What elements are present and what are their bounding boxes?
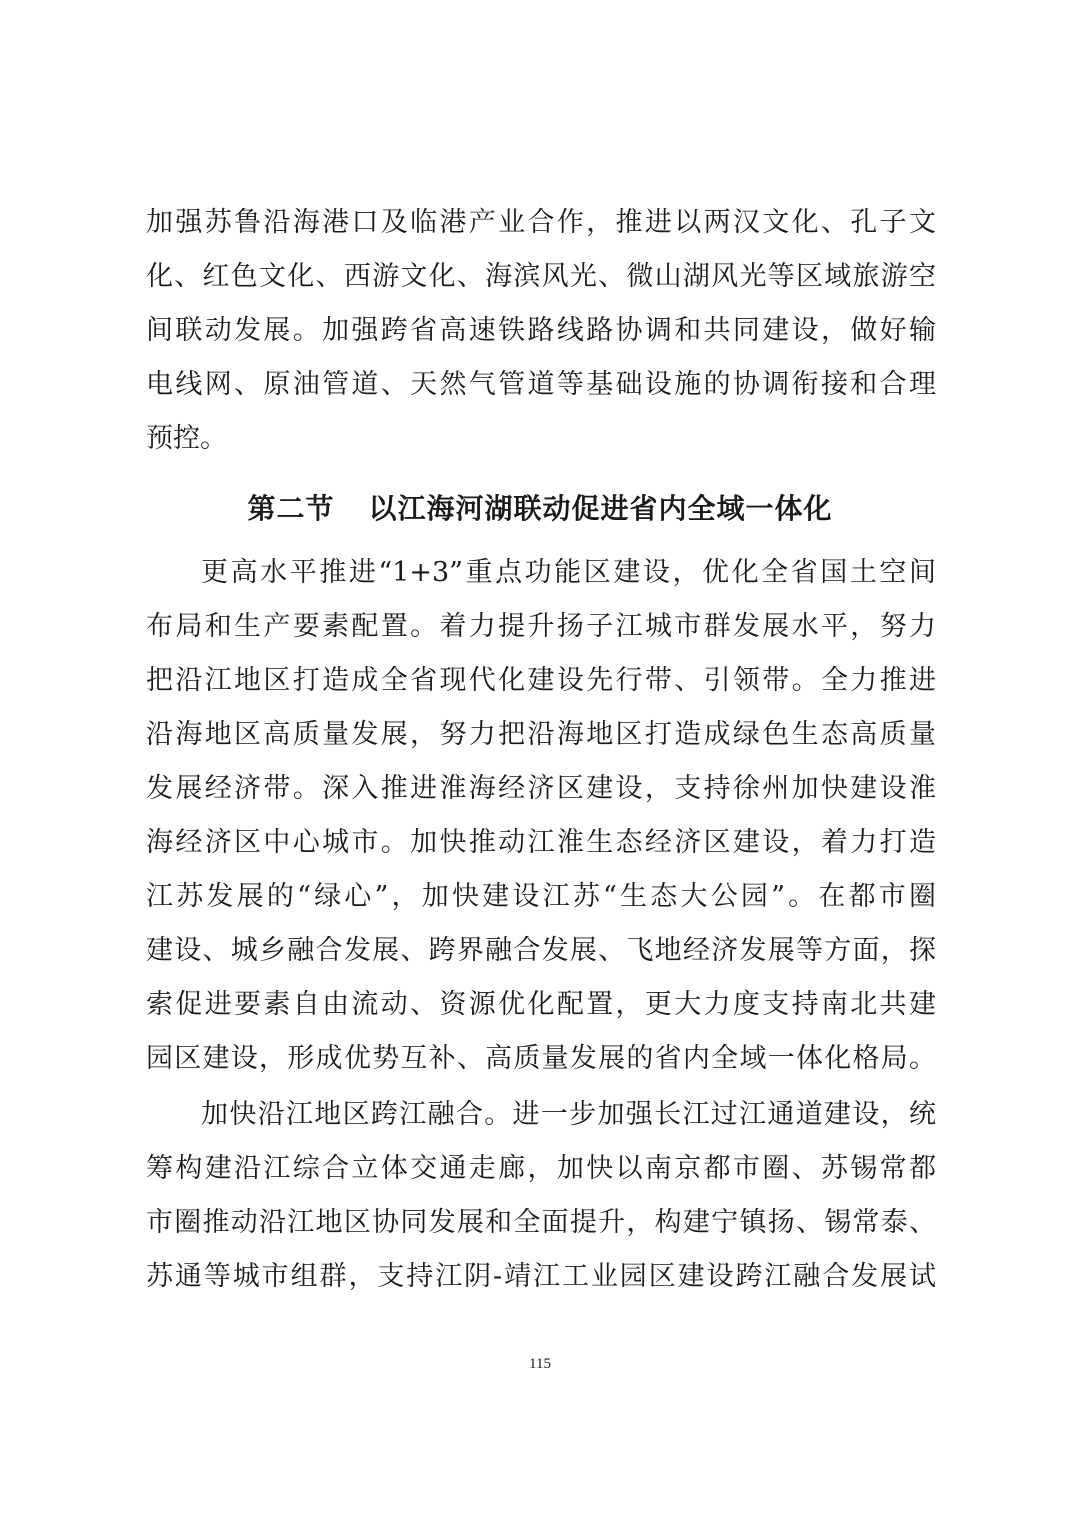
section-heading [0,482,1080,536]
section-number: 第二节 [247,492,335,525]
paragraph-line: 筹构建沿江综合立体交通走廊，加快以南京都市圈、苏锡常都 [146,1153,936,1184]
paragraph-line: 园区建设，形成优势互补、高质量发展的省内全域一体化格局。 [146,1043,936,1074]
paragraph-line: 间联动发展。加强跨省高速铁路线路协调和共同建设，做好输 [146,315,936,346]
paragraph-line: 布局和生产要素配置。着力提升扬子江城市群发展水平，努力 [146,611,936,642]
paragraph-line: 预控。 [146,423,227,454]
paragraph-line: 海经济区中心城市。加快推动江淮生态经济区建设，着力打造 [146,827,936,858]
paragraph-line: 加强苏鲁沿海港口及临港产业合作，推进以两汉文化、孔子文 [146,207,936,238]
paragraph-line: 电线网、原油管道、天然气管道等基础设施的协调衔接和合理 [146,369,936,400]
paragraph-line: 把沿江地区打造成全省现代化建设先行带、引领带。全力推进 [146,665,936,696]
page-number: 115 [529,1356,551,1372]
paragraph-line: 江苏发展的“绿心”，加快建设江苏“生态大公园”。在都市圈 [146,881,936,912]
paragraph-line: 苏通等城市组群，支持江阴-靖江工业园区建设跨江融合发展试 [146,1261,936,1292]
paragraph-line: 化、红色文化、西游文化、海滨风光、微山湖风光等区域旅游空 [146,261,936,292]
paragraph-line: 市圈推动沿江地区协同发展和全面提升，构建宁镇扬、锡常泰、 [146,1207,936,1238]
paragraph-line: 建设、城乡融合发展、跨界融合发展、飞地经济发展等方面，探 [146,935,936,966]
paragraph-line: 更高水平推进“1+3”重点功能区建设，优化全省国土空间 [201,557,936,588]
paragraph-line: 加快沿江地区跨江融合。进一步加强长江过江通道建设，统 [201,1099,936,1130]
paragraph-line: 沿海地区高质量发展，努力把沿海地区打造成绿色生态高质量 [146,719,936,750]
paragraph-line: 发展经济带。深入推进淮海经济区建设，支持徐州加快建设淮 [146,773,936,804]
paragraph-line: 索促进要素自由流动、资源优化配置，更大力度支持南北共建 [146,989,936,1020]
section-title: 以江海河湖联动促进省内全域一体化 [368,492,833,525]
